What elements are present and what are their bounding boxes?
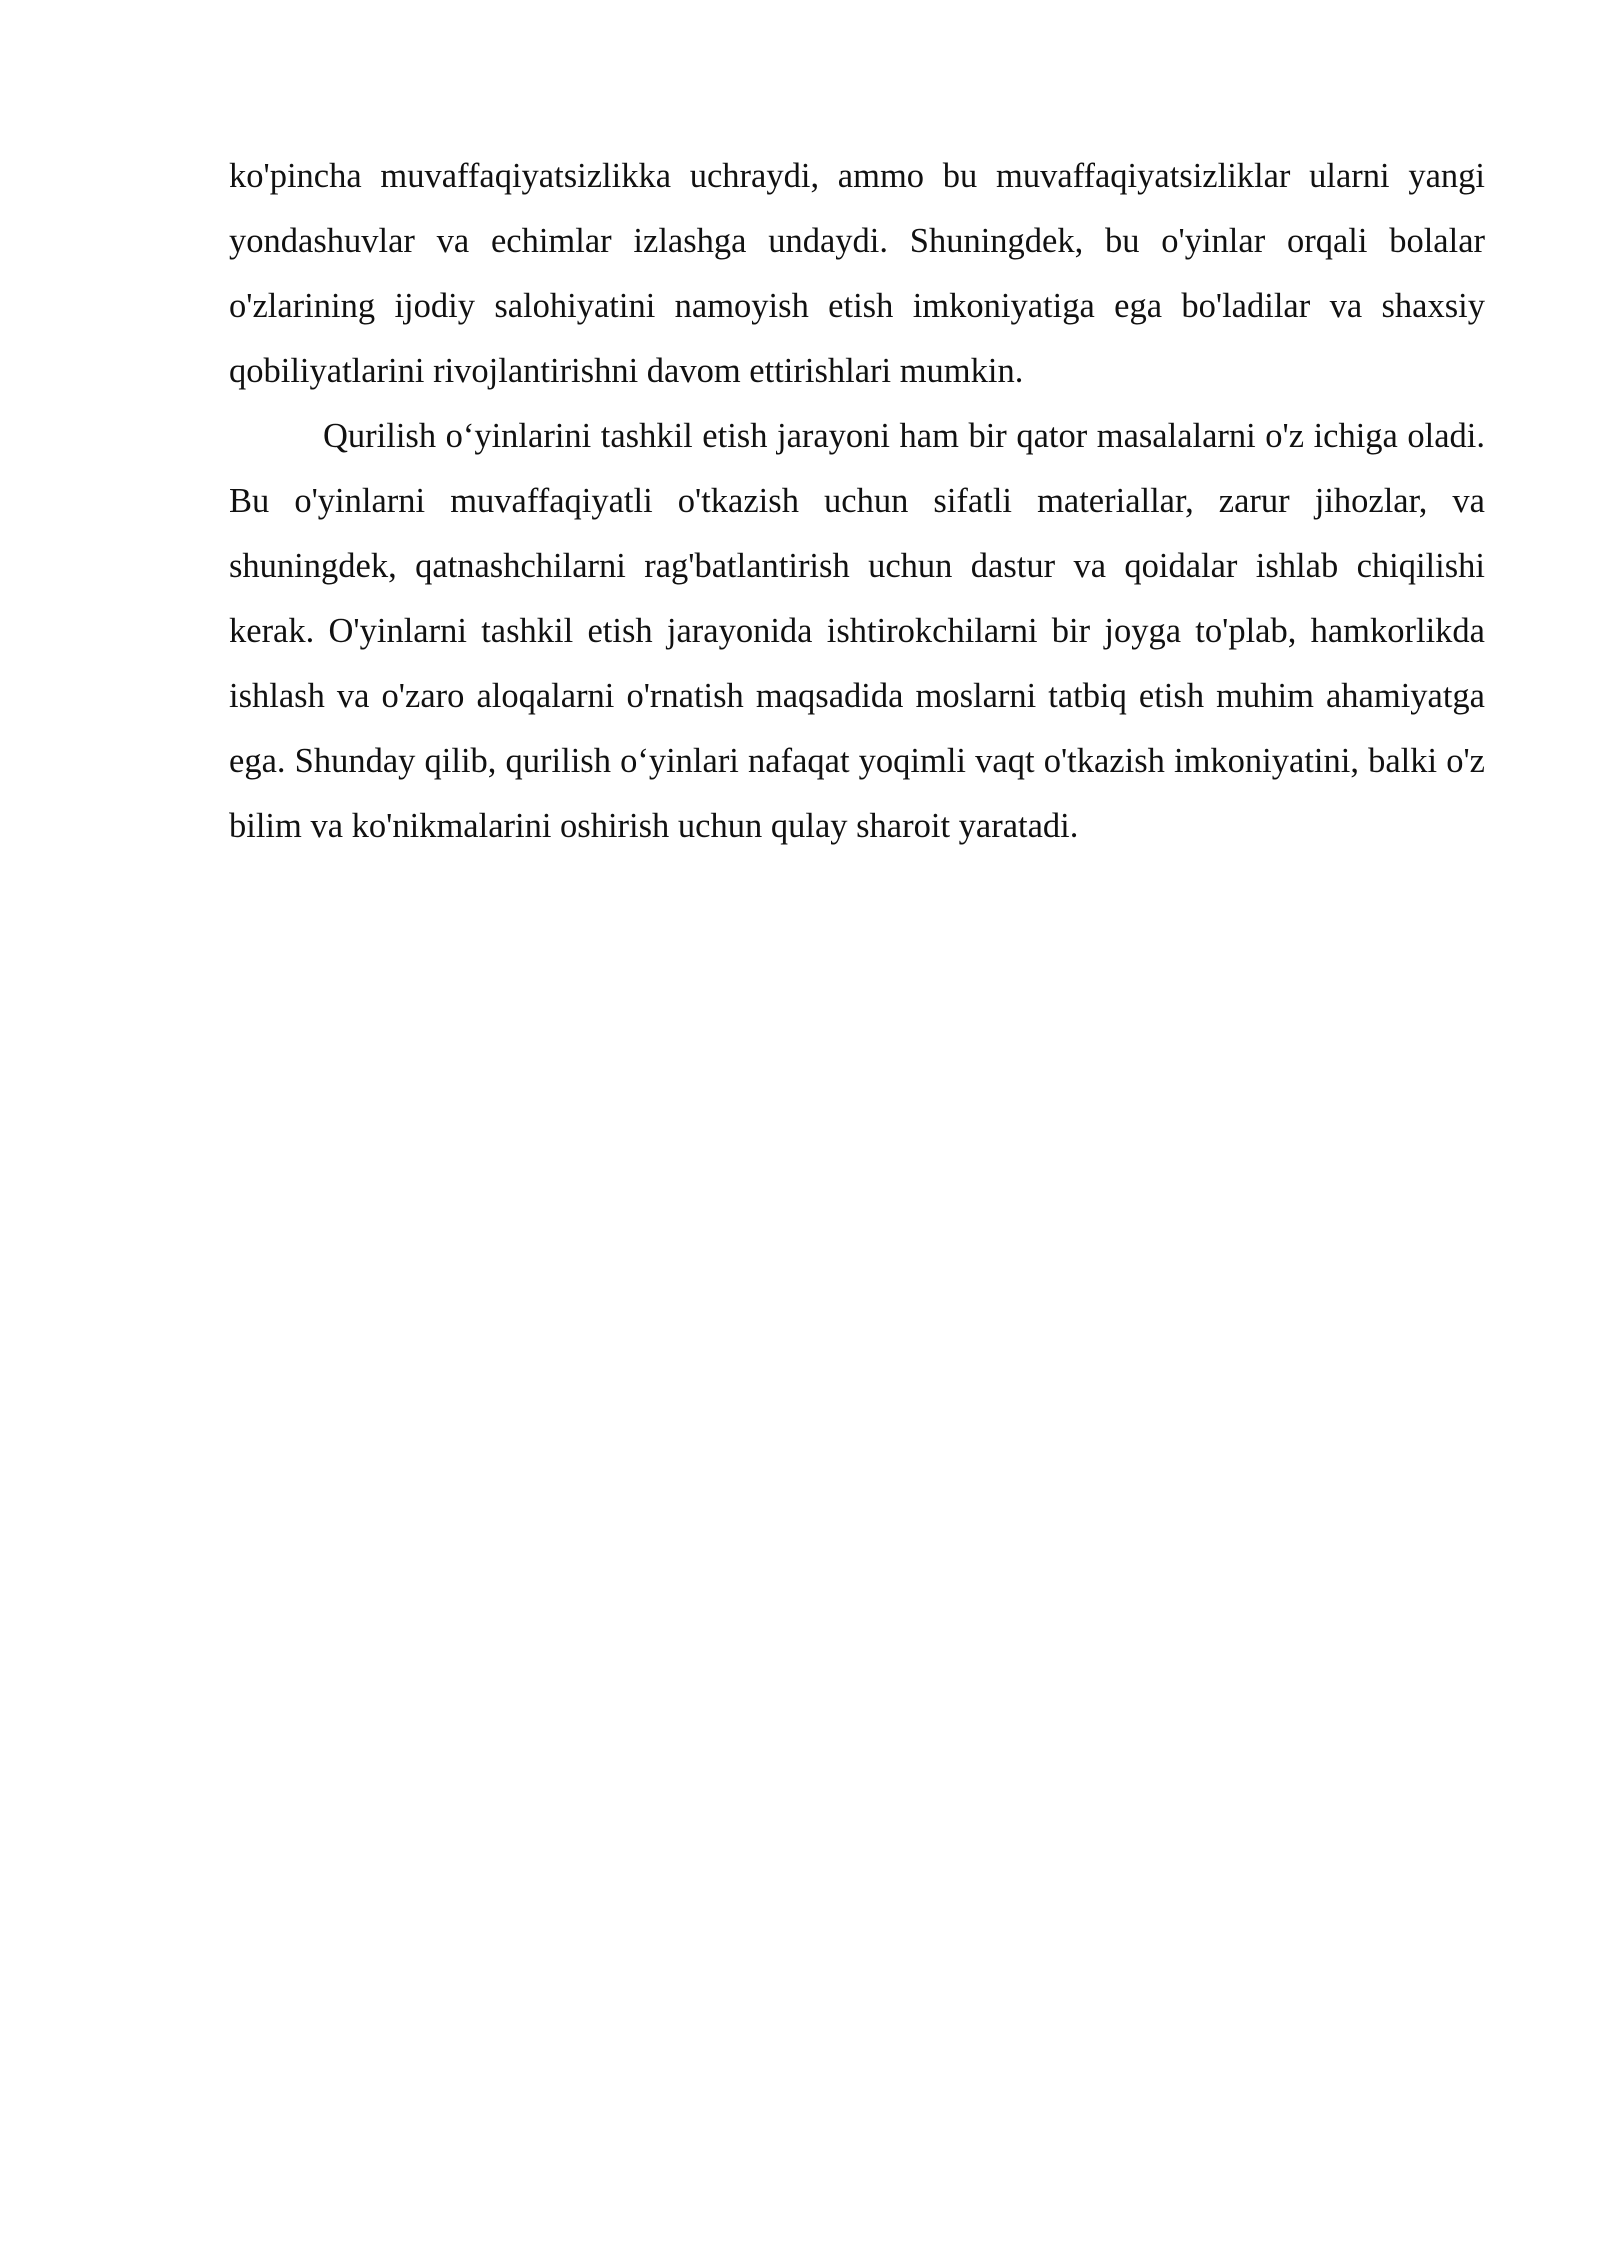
paragraph-construction-games: Qurilish o‘yinlarini tashkil etish jarayoni ham bir qator masalalarni o'z ichiga oladi. Bu o'yinlarni muvaffaqiyatli o'tkazish uchun sifatli materiallar, zarur jihozlar, va shuningdek, qatnashchilarni rag'batlantirish uchun dastur va qoidalar ishlab chiqilishi kerak. O'yinlarni tashkil etish jarayonida ishtirokchilarni bir joyga to'plab, hamkorlikda ishlash va o'zaro aloqalarni o'rnatish maqsadida moslarni tatbiq etish muhim ahamiyatga ega. Shunday qilib, qurilish o‘yinlari nafaqat yoqimli vaqt o'tkazish imkoniyatini, balki o'z bilim va ko'nikmalarini oshirish uchun qulay sharoit yaratadi. [229, 417, 1485, 845]
paragraph-continuation: ko'pincha muvaffaqiyatsizlikka uchraydi, ammo bu muvaffaqiyatsizliklar ularni yangi yondashuvlar va echimlar izlashga undaydi. Shuningdek, bu o'yinlar orqali bolalar o'zlarining ijodiy salohiyatini namoyish etish imkoniyatiga ega bo'ladilar va shaxsiy qobiliyatlarini rivojlantirishni davom ettirishlari mumkin. [229, 157, 1485, 390]
body-text [229, 144, 1485, 859]
